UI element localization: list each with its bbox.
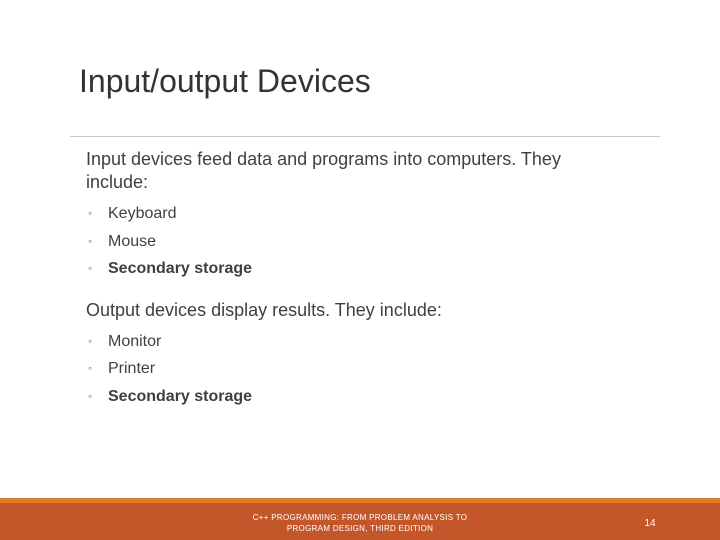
slide-content	[86, 148, 646, 410]
list-item	[86, 200, 646, 228]
bullet-icon: ◦	[88, 333, 93, 348]
slide-title: Input/output Devices	[79, 63, 371, 99]
output-devices-list	[86, 328, 646, 411]
bullet-icon: ◦	[88, 388, 93, 403]
list-item-text: Printer	[108, 360, 156, 377]
list-item	[86, 328, 646, 356]
list-item-text: Keyboard	[108, 205, 177, 222]
section-spacer	[86, 283, 646, 299]
title-divider	[70, 136, 660, 137]
list-item	[86, 383, 646, 411]
footer-book-title	[230, 512, 490, 534]
list-item-text: Secondary storage	[108, 387, 253, 405]
footer-line-1: C++ PROGRAMMING: FROM PROBLEM ANALYSIS TO	[252, 513, 468, 522]
bullet-icon: ◦	[88, 206, 93, 220]
footer-accent-line	[0, 498, 720, 503]
page-number: 14	[644, 518, 656, 529]
list-item	[86, 255, 646, 283]
list-item-text: Monitor	[108, 332, 162, 350]
list-item	[86, 355, 646, 383]
list-item	[86, 228, 646, 256]
input-devices-list	[86, 200, 646, 283]
output-devices-intro: Output devices display results. They include:	[86, 299, 442, 320]
bullet-icon: ◦	[88, 233, 93, 248]
list-item-text: Secondary storage	[108, 260, 253, 277]
bullet-icon: ◦	[88, 361, 93, 375]
bullet-icon: ◦	[88, 261, 93, 275]
footer-line-2: PROGRAM DESIGN, THIRD EDITION	[286, 524, 434, 533]
list-item-text: Mouse	[108, 232, 157, 250]
input-devices-intro: Input devices feed data and programs into computers. They include:	[86, 149, 561, 192]
